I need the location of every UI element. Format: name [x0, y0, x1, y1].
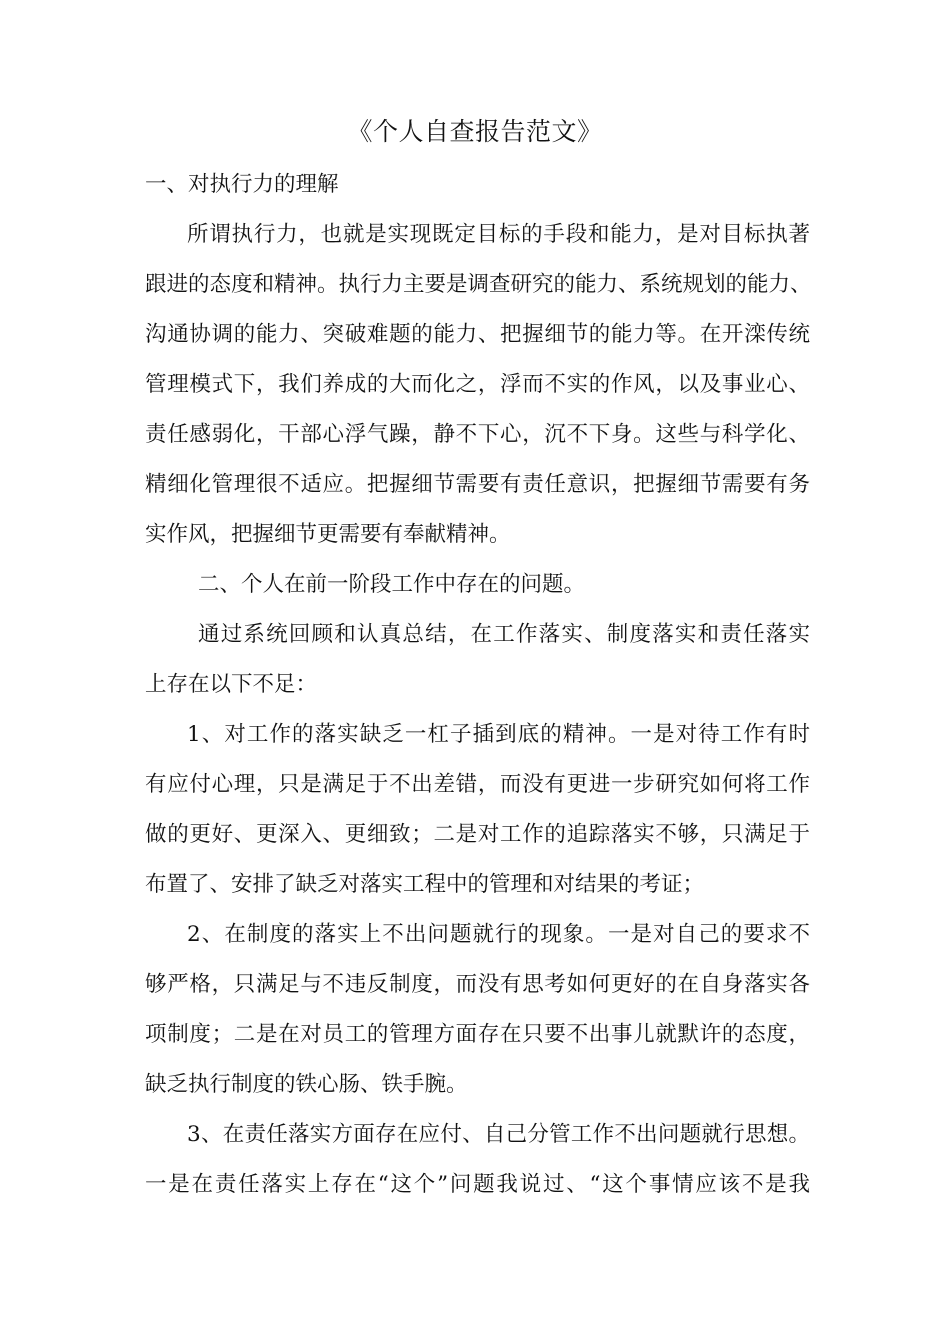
paragraph-line: 责任感弱化，干部心浮气躁，静不下心，沉不下身。这些与科学化、: [145, 422, 810, 447]
document-title: 《个人自查报告范文》: [347, 117, 603, 146]
list-item-line: 1、对工作的落实缺乏一杠子插到底的精神。一是对待工作有时: [187, 722, 810, 747]
list-item-line: 够严格，只满足与不违反制度，而没有思考如何更好的在自身落实各: [145, 972, 810, 997]
paragraph-line: 通过系统回顾和认真总结，在工作落实、制度落实和责任落实: [198, 622, 810, 647]
section-heading-2: 二、个人在前一阶段工作中存在的问题。: [198, 572, 586, 597]
list-item-line: 一是在责任落实上存在“这个”问题我说过、“这个事情应该不是我: [145, 1172, 810, 1197]
list-item-line: 有应付心理，只是满足于不出差错，而没有更进一步研究如何将工作: [145, 772, 810, 797]
list-item-line: 3、在责任落实方面存在应付、自己分管工作不出问题就行思想。: [187, 1122, 810, 1147]
section-heading-1: 一、对执行力的理解: [145, 172, 339, 197]
list-item-line: 缺乏执行制度的铁心肠、铁手腕。: [145, 1072, 468, 1097]
paragraph-line: 所谓执行力，也就是实现既定目标的手段和能力，是对目标执著: [187, 222, 810, 247]
paragraph-line: 实作风，把握细节更需要有奉献精神。: [145, 522, 511, 547]
paragraph-line: 管理模式下，我们养成的大而化之，浮而不实的作风，以及事业心、: [145, 372, 810, 397]
list-item-line: 做的更好、更深入、更细致；二是对工作的追踪落实不够，只满足于: [145, 822, 810, 847]
list-item-line: 布置了、安排了缺乏对落实工程中的管理和对结果的考证；: [145, 872, 705, 897]
paragraph-line: 上存在以下不足：: [145, 672, 318, 697]
list-item-line: 2、在制度的落实上不出问题就行的现象。一是对自己的要求不: [187, 922, 810, 947]
paragraph-line: 沟通协调的能力、突破难题的能力、把握细节的能力等。在开滦传统: [145, 322, 810, 347]
list-item-line: 项制度；二是在对员工的管理方面存在只要不出事儿就默许的态度，: [145, 1022, 810, 1047]
paragraph-line: 精细化管理很不适应。把握细节需要有责任意识，把握细节需要有务: [145, 472, 810, 497]
paragraph-line: 跟进的态度和精神。执行力主要是调查研究的能力、系统规划的能力、: [145, 272, 812, 297]
